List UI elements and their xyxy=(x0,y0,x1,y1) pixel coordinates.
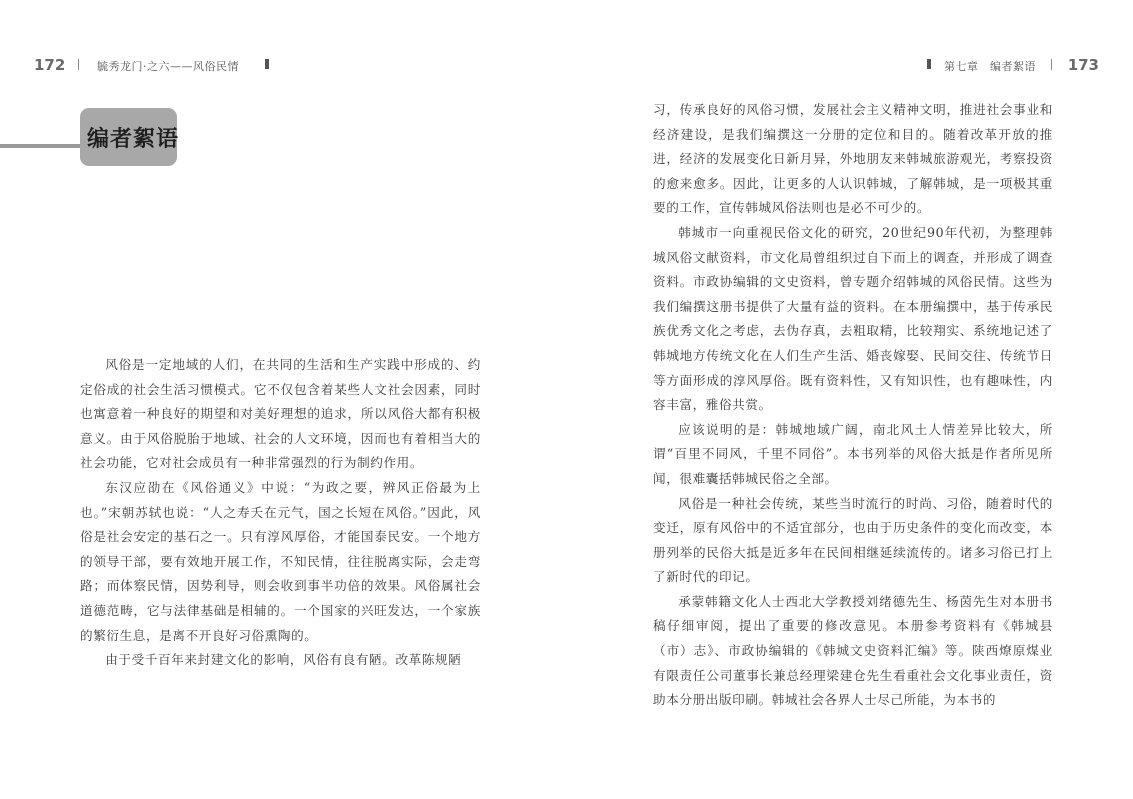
right-page xyxy=(567,0,1133,799)
paragraph: 由于受千百年来封建文化的影响，风俗有良有陋。改革陈规陋 xyxy=(105,652,462,668)
running-header: 毓秀龙门·之六——风俗民情 xyxy=(97,60,239,73)
paragraph-continued: 习，传承良好的风俗习惯，发展社会主义精神文明，推进社会事业和经济建设，是我们编撰这一分册的定位和目的。随着改革开放的推进，经济的发展变化日新月异，外地朋友来韩城旅游观光，考察投资的愈来愈多。因此，让更多的人认识韩城，了解韩城，是一项极其重要的工作，宣传韩城风俗法则也是必不可少的。 xyxy=(653,102,1053,216)
chapter-heading: 编者絮语 xyxy=(87,126,180,152)
paragraph: 风俗是一种社会传统，某些当时流行的时尚、习俗，随着时代的变迁，原有风俗中的不适宜部分，也由于历史条件的变化而改变，本册列举的民俗大抵是近多年在民间相继延续流传的。诸多习俗已打上了新时代的印记。 xyxy=(653,495,1053,585)
paragraph: 承蒙韩籍文化人士西北大学教授刘绪德先生、杨茵先生对本册书稿仔细审阅，提出了重要的修改意见。本册参考资料有《韩城县（市）志》、市政协编辑的《韩城文史资料汇编》等。陕西燎原煤业有限责任公司董事长兼总经理梁建仓先生看重社会文化事业责任，资助本分册出版印刷。韩城社会各界人士尽己所能，为本书的 xyxy=(653,593,1053,708)
paragraph: 风俗是一定地域的人们，在共同的生活和生产实践中形成的、约定俗成的社会生活习惯模式。它不仅包含着某些人文社会因素，同时也寓意着一种良好的期望和对美好理想的追求，所以风俗大都有积极意义。由于风俗脱胎于地域、社会的人文环境，因而也有着相当大的社会功能，它对社会成员有一种非常强烈的行为制约作用。 xyxy=(80,357,481,471)
header-bar-mark xyxy=(927,59,931,69)
page-number: 172 xyxy=(34,56,66,74)
page-number: 173 xyxy=(1067,56,1099,74)
body-text xyxy=(80,353,481,673)
body-text xyxy=(653,98,1053,713)
header-separator xyxy=(78,59,79,70)
header-bar-mark xyxy=(265,59,269,69)
left-page xyxy=(0,0,566,799)
running-header: 第七章 编者絮语 xyxy=(944,60,1036,73)
paragraph: 韩城市一向重视民俗文化的研究，20世纪90年代初，为整理韩城风俗文献资料，市文化局曾组织过自下而上的调查，并形成了调查资料。市政协编辑的文史资料，曾专题介绍韩城的风俗民情。这些为我们编撰这册书提供了大量有益的资料。在本册编撰中，基于传承民族优秀文化之考虑，去伪存真，去粗取精，比较翔实、系统地记述了韩城地方传统文化在人们生产生活、婚丧嫁娶、民间交往、传统节日等方面形成的淳风厚俗。既有资料性，又有知识性，也有趣味性，内容丰富，雅俗共赏。 xyxy=(653,224,1053,413)
paragraph: 应该说明的是：韩城地域广阔，南北风土人情差异比较大，所谓“百里不同风，千里不同俗”。本书列举的风俗大抵是作者所见所闻，很难囊括韩城民俗之全部。 xyxy=(653,421,1053,486)
paragraph: 东汉应劭在《风俗通义》中说：“为政之要，辨风正俗最为上也。”宋朝苏轼也说：“人之寿夭在元气，国之长短在风俗。”因此，风俗是社会安定的基石之一。只有淳风厚俗，才能国泰民安。一个地方的领导干部，要有效地开展工作，不知民情，往往脱离实际，会走弯路；而体察民情，因势利导，则会收到事半功倍的效果。风俗属社会道德范畴，它与法律基础是相辅的。一个国家的兴旺发达，一个家族的繁衍生息，是离不开良好习俗熏陶的。 xyxy=(80,479,481,643)
header-separator xyxy=(1051,59,1052,70)
